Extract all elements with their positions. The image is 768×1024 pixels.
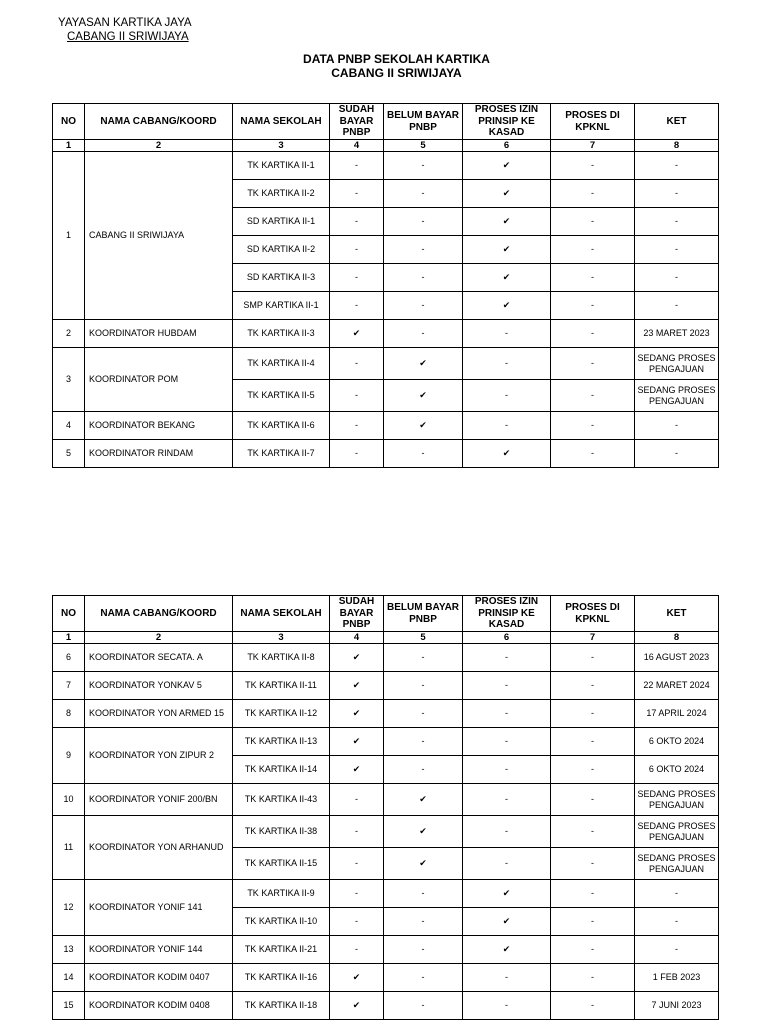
header-col-koord: NAMA CABANG/KOORD <box>85 596 233 632</box>
column-number: 7 <box>551 632 635 644</box>
status-kpknl: - <box>551 816 635 848</box>
status-belum-bayar: - <box>384 908 463 936</box>
header-col-izin-kasad: PROSES IZIN PRINSIP KE KASAD <box>463 104 551 140</box>
header-col-koord: NAMA CABANG/KOORD <box>85 104 233 140</box>
status-kpknl: - <box>551 672 635 700</box>
status-kpknl: - <box>551 908 635 936</box>
keterangan: - <box>635 908 719 936</box>
header-col-belum-bayar: BELUM BAYAR PNBP <box>384 104 463 140</box>
status-sudah-bayar: - <box>330 880 384 908</box>
document-title <box>0 52 768 80</box>
header-col-ket: KET <box>635 104 719 140</box>
keterangan: 23 MARET 2023 <box>635 320 719 348</box>
table-row <box>53 320 719 348</box>
school-name: TK KARTIKA II-21 <box>233 936 330 964</box>
table-row <box>53 672 719 700</box>
status-belum-bayar: - <box>384 208 463 236</box>
row-number: 6 <box>53 644 85 672</box>
school-name: TK KARTIKA II-1 <box>233 152 330 180</box>
status-kpknl: - <box>551 440 635 468</box>
school-name: TK KARTIKA II-13 <box>233 728 330 756</box>
column-number: 1 <box>53 632 85 644</box>
status-sudah-bayar: ✔ <box>330 964 384 992</box>
table-header-row <box>53 596 719 632</box>
status-izin-kasad: ✔ <box>463 908 551 936</box>
keterangan: 7 JUNI 2023 <box>635 992 719 1020</box>
status-sudah-bayar: - <box>330 380 384 412</box>
status-izin-kasad: ✔ <box>463 208 551 236</box>
header-col-school: NAMA SEKOLAH <box>233 596 330 632</box>
school-name: TK KARTIKA II-6 <box>233 412 330 440</box>
status-sudah-bayar: ✔ <box>330 756 384 784</box>
keterangan: SEDANG PROSES PENGAJUAN <box>635 380 719 412</box>
status-kpknl: - <box>551 320 635 348</box>
status-izin-kasad: - <box>463 848 551 880</box>
header-col-school: NAMA SEKOLAH <box>233 104 330 140</box>
keterangan: - <box>635 880 719 908</box>
status-izin-kasad: ✔ <box>463 292 551 320</box>
status-izin-kasad: - <box>463 964 551 992</box>
row-number: 10 <box>53 784 85 816</box>
table-row <box>53 964 719 992</box>
coordinator-name: KOORDINATOR KODIM 0407 <box>85 964 233 992</box>
status-belum-bayar: - <box>384 756 463 784</box>
row-number: 15 <box>53 992 85 1020</box>
table-row <box>53 412 719 440</box>
row-number: 7 <box>53 672 85 700</box>
status-belum-bayar: - <box>384 320 463 348</box>
table-row <box>53 992 719 1020</box>
status-belum-bayar: - <box>384 672 463 700</box>
status-sudah-bayar: - <box>330 180 384 208</box>
status-kpknl: - <box>551 964 635 992</box>
status-izin-kasad: - <box>463 992 551 1020</box>
status-sudah-bayar: - <box>330 816 384 848</box>
school-name: SD KARTIKA II-1 <box>233 208 330 236</box>
school-name: TK KARTIKA II-10 <box>233 908 330 936</box>
column-number: 2 <box>85 632 233 644</box>
row-number: 8 <box>53 700 85 728</box>
keterangan: - <box>635 208 719 236</box>
status-belum-bayar: ✔ <box>384 848 463 880</box>
status-belum-bayar: - <box>384 644 463 672</box>
column-number: 3 <box>233 140 330 152</box>
status-kpknl: - <box>551 236 635 264</box>
header-col-kpknl: PROSES DI KPKNL <box>551 104 635 140</box>
column-number: 3 <box>233 632 330 644</box>
column-number: 5 <box>384 632 463 644</box>
header-col-belum-bayar: BELUM BAYAR PNBP <box>384 596 463 632</box>
keterangan: SEDANG PROSES PENGAJUAN <box>635 348 719 380</box>
status-sudah-bayar: - <box>330 236 384 264</box>
row-number: 5 <box>53 440 85 468</box>
status-izin-kasad: - <box>463 700 551 728</box>
row-number: 14 <box>53 964 85 992</box>
status-kpknl: - <box>551 152 635 180</box>
status-sudah-bayar: - <box>330 784 384 816</box>
coordinator-name: KOORDINATOR YONIF 200/BN <box>85 784 233 816</box>
school-name: TK KARTIKA II-2 <box>233 180 330 208</box>
school-name: SD KARTIKA II-2 <box>233 236 330 264</box>
status-belum-bayar: - <box>384 728 463 756</box>
row-number: 12 <box>53 880 85 936</box>
keterangan: - <box>635 180 719 208</box>
status-sudah-bayar: - <box>330 264 384 292</box>
status-kpknl: - <box>551 992 635 1020</box>
status-kpknl: - <box>551 180 635 208</box>
status-kpknl: - <box>551 880 635 908</box>
header-col-no: NO <box>53 596 85 632</box>
status-izin-kasad: - <box>463 348 551 380</box>
title-line-2: CABANG II SRIWIJAYA <box>331 66 462 80</box>
keterangan: 22 MARET 2024 <box>635 672 719 700</box>
table-row <box>53 700 719 728</box>
status-sudah-bayar: - <box>330 412 384 440</box>
school-name: TK KARTIKA II-3 <box>233 320 330 348</box>
table-row <box>53 880 719 908</box>
coordinator-name: KOORDINATOR POM <box>85 348 233 412</box>
coordinator-name: KOORDINATOR YONIF 144 <box>85 936 233 964</box>
keterangan: - <box>635 936 719 964</box>
table-row <box>53 728 719 756</box>
school-name: TK KARTIKA II-43 <box>233 784 330 816</box>
keterangan: SEDANG PROSES PENGAJUAN <box>635 784 719 816</box>
status-izin-kasad: - <box>463 728 551 756</box>
column-number: 6 <box>463 632 551 644</box>
column-number: 8 <box>635 632 719 644</box>
status-belum-bayar: - <box>384 152 463 180</box>
status-kpknl: - <box>551 348 635 380</box>
status-kpknl: - <box>551 644 635 672</box>
coordinator-name: KOORDINATOR KODIM 0408 <box>85 992 233 1020</box>
table-row <box>53 152 719 180</box>
status-kpknl: - <box>551 848 635 880</box>
header-col-no: NO <box>53 104 85 140</box>
column-number-row <box>53 632 719 644</box>
column-number: 4 <box>330 140 384 152</box>
keterangan: - <box>635 264 719 292</box>
status-izin-kasad: - <box>463 816 551 848</box>
org-branch: CABANG II SRIWIJAYA <box>67 31 189 43</box>
status-sudah-bayar: ✔ <box>330 700 384 728</box>
row-number: 13 <box>53 936 85 964</box>
status-kpknl: - <box>551 380 635 412</box>
status-kpknl: - <box>551 412 635 440</box>
table-header-row <box>53 104 719 140</box>
school-name: TK KARTIKA II-16 <box>233 964 330 992</box>
keterangan: - <box>635 152 719 180</box>
status-belum-bayar: - <box>384 964 463 992</box>
table-row <box>53 644 719 672</box>
column-number: 8 <box>635 140 719 152</box>
status-izin-kasad: - <box>463 644 551 672</box>
header-col-sudah-bayar: SUDAH BAYAR PNBP <box>330 104 384 140</box>
row-number: 2 <box>53 320 85 348</box>
coordinator-name: KOORDINATOR YON ARHANUD <box>85 816 233 880</box>
table-row <box>53 784 719 816</box>
pnbp-table-1 <box>52 103 719 468</box>
school-name: TK KARTIKA II-18 <box>233 992 330 1020</box>
school-name: TK KARTIKA II-38 <box>233 816 330 848</box>
school-name: TK KARTIKA II-9 <box>233 880 330 908</box>
status-belum-bayar: - <box>384 236 463 264</box>
status-izin-kasad: - <box>463 672 551 700</box>
coordinator-name: KOORDINATOR SECATA. A <box>85 644 233 672</box>
column-number-row <box>53 140 719 152</box>
column-number: 6 <box>463 140 551 152</box>
coordinator-name: KOORDINATOR HUBDAM <box>85 320 233 348</box>
coordinator-name: CABANG II SRIWIJAYA <box>85 152 233 320</box>
organization-header <box>58 16 192 44</box>
keterangan: 16 AGUST 2023 <box>635 644 719 672</box>
column-number: 1 <box>53 140 85 152</box>
school-name: TK KARTIKA II-14 <box>233 756 330 784</box>
column-number: 4 <box>330 632 384 644</box>
status-belum-bayar: - <box>384 936 463 964</box>
keterangan: 6 OKTO 2024 <box>635 756 719 784</box>
keterangan: - <box>635 292 719 320</box>
status-izin-kasad: ✔ <box>463 440 551 468</box>
status-izin-kasad: - <box>463 756 551 784</box>
coordinator-name: KOORDINATOR BEKANG <box>85 412 233 440</box>
keterangan: SEDANG PROSES PENGAJUAN <box>635 848 719 880</box>
column-number: 2 <box>85 140 233 152</box>
status-izin-kasad: - <box>463 320 551 348</box>
status-sudah-bayar: - <box>330 848 384 880</box>
status-kpknl: - <box>551 936 635 964</box>
status-izin-kasad: ✔ <box>463 180 551 208</box>
school-name: TK KARTIKA II-4 <box>233 348 330 380</box>
keterangan: 1 FEB 2023 <box>635 964 719 992</box>
row-number: 11 <box>53 816 85 880</box>
coordinator-name: KOORDINATOR YONKAV 5 <box>85 672 233 700</box>
keterangan: SEDANG PROSES PENGAJUAN <box>635 816 719 848</box>
status-belum-bayar: ✔ <box>384 380 463 412</box>
status-belum-bayar: - <box>384 992 463 1020</box>
title-line-1: DATA PNBP SEKOLAH KARTIKA <box>303 52 490 66</box>
status-izin-kasad: ✔ <box>463 880 551 908</box>
status-kpknl: - <box>551 700 635 728</box>
column-number: 5 <box>384 140 463 152</box>
school-name: SMP KARTIKA II-1 <box>233 292 330 320</box>
keterangan: - <box>635 440 719 468</box>
status-sudah-bayar: - <box>330 936 384 964</box>
table-row <box>53 440 719 468</box>
table-row <box>53 936 719 964</box>
status-kpknl: - <box>551 264 635 292</box>
status-belum-bayar: - <box>384 180 463 208</box>
status-sudah-bayar: - <box>330 440 384 468</box>
keterangan: - <box>635 236 719 264</box>
coordinator-name: KOORDINATOR YON ARMED 15 <box>85 700 233 728</box>
status-sudah-bayar: - <box>330 292 384 320</box>
school-name: TK KARTIKA II-7 <box>233 440 330 468</box>
status-sudah-bayar: ✔ <box>330 320 384 348</box>
school-name: TK KARTIKA II-15 <box>233 848 330 880</box>
status-belum-bayar: - <box>384 880 463 908</box>
status-belum-bayar: - <box>384 440 463 468</box>
status-kpknl: - <box>551 784 635 816</box>
status-izin-kasad: - <box>463 784 551 816</box>
status-sudah-bayar: ✔ <box>330 728 384 756</box>
header-col-ket: KET <box>635 596 719 632</box>
status-sudah-bayar: - <box>330 348 384 380</box>
coordinator-name: KOORDINATOR YONIF 141 <box>85 880 233 936</box>
school-name: SD KARTIKA II-3 <box>233 264 330 292</box>
pnbp-table-2 <box>52 595 719 1020</box>
table-row <box>53 348 719 380</box>
status-kpknl: - <box>551 292 635 320</box>
status-sudah-bayar: ✔ <box>330 644 384 672</box>
status-kpknl: - <box>551 728 635 756</box>
status-belum-bayar: ✔ <box>384 348 463 380</box>
row-number: 3 <box>53 348 85 412</box>
table-row <box>53 816 719 848</box>
school-name: TK KARTIKA II-8 <box>233 644 330 672</box>
keterangan: 17 APRIL 2024 <box>635 700 719 728</box>
school-name: TK KARTIKA II-11 <box>233 672 330 700</box>
status-belum-bayar: ✔ <box>384 784 463 816</box>
status-izin-kasad: - <box>463 380 551 412</box>
school-name: TK KARTIKA II-5 <box>233 380 330 412</box>
header-col-kpknl: PROSES DI KPKNL <box>551 596 635 632</box>
column-number: 7 <box>551 140 635 152</box>
status-izin-kasad: ✔ <box>463 936 551 964</box>
org-name: YAYASAN KARTIKA JAYA <box>58 17 192 29</box>
status-sudah-bayar: ✔ <box>330 992 384 1020</box>
status-izin-kasad: - <box>463 412 551 440</box>
coordinator-name: KOORDINATOR YON ZIPUR 2 <box>85 728 233 784</box>
status-izin-kasad: ✔ <box>463 152 551 180</box>
header-col-sudah-bayar: SUDAH BAYAR PNBP <box>330 596 384 632</box>
status-sudah-bayar: - <box>330 908 384 936</box>
keterangan: 6 OKTO 2024 <box>635 728 719 756</box>
status-sudah-bayar: - <box>330 208 384 236</box>
row-number: 9 <box>53 728 85 784</box>
school-name: TK KARTIKA II-12 <box>233 700 330 728</box>
status-belum-bayar: - <box>384 264 463 292</box>
status-kpknl: - <box>551 756 635 784</box>
status-kpknl: - <box>551 208 635 236</box>
coordinator-name: KOORDINATOR RINDAM <box>85 440 233 468</box>
row-number: 4 <box>53 412 85 440</box>
row-number: 1 <box>53 152 85 320</box>
header-col-izin-kasad: PROSES IZIN PRINSIP KE KASAD <box>463 596 551 632</box>
status-sudah-bayar: ✔ <box>330 672 384 700</box>
status-belum-bayar: ✔ <box>384 412 463 440</box>
status-izin-kasad: ✔ <box>463 236 551 264</box>
status-belum-bayar: - <box>384 292 463 320</box>
status-sudah-bayar: - <box>330 152 384 180</box>
status-belum-bayar: ✔ <box>384 816 463 848</box>
status-belum-bayar: - <box>384 700 463 728</box>
keterangan: - <box>635 412 719 440</box>
status-izin-kasad: ✔ <box>463 264 551 292</box>
